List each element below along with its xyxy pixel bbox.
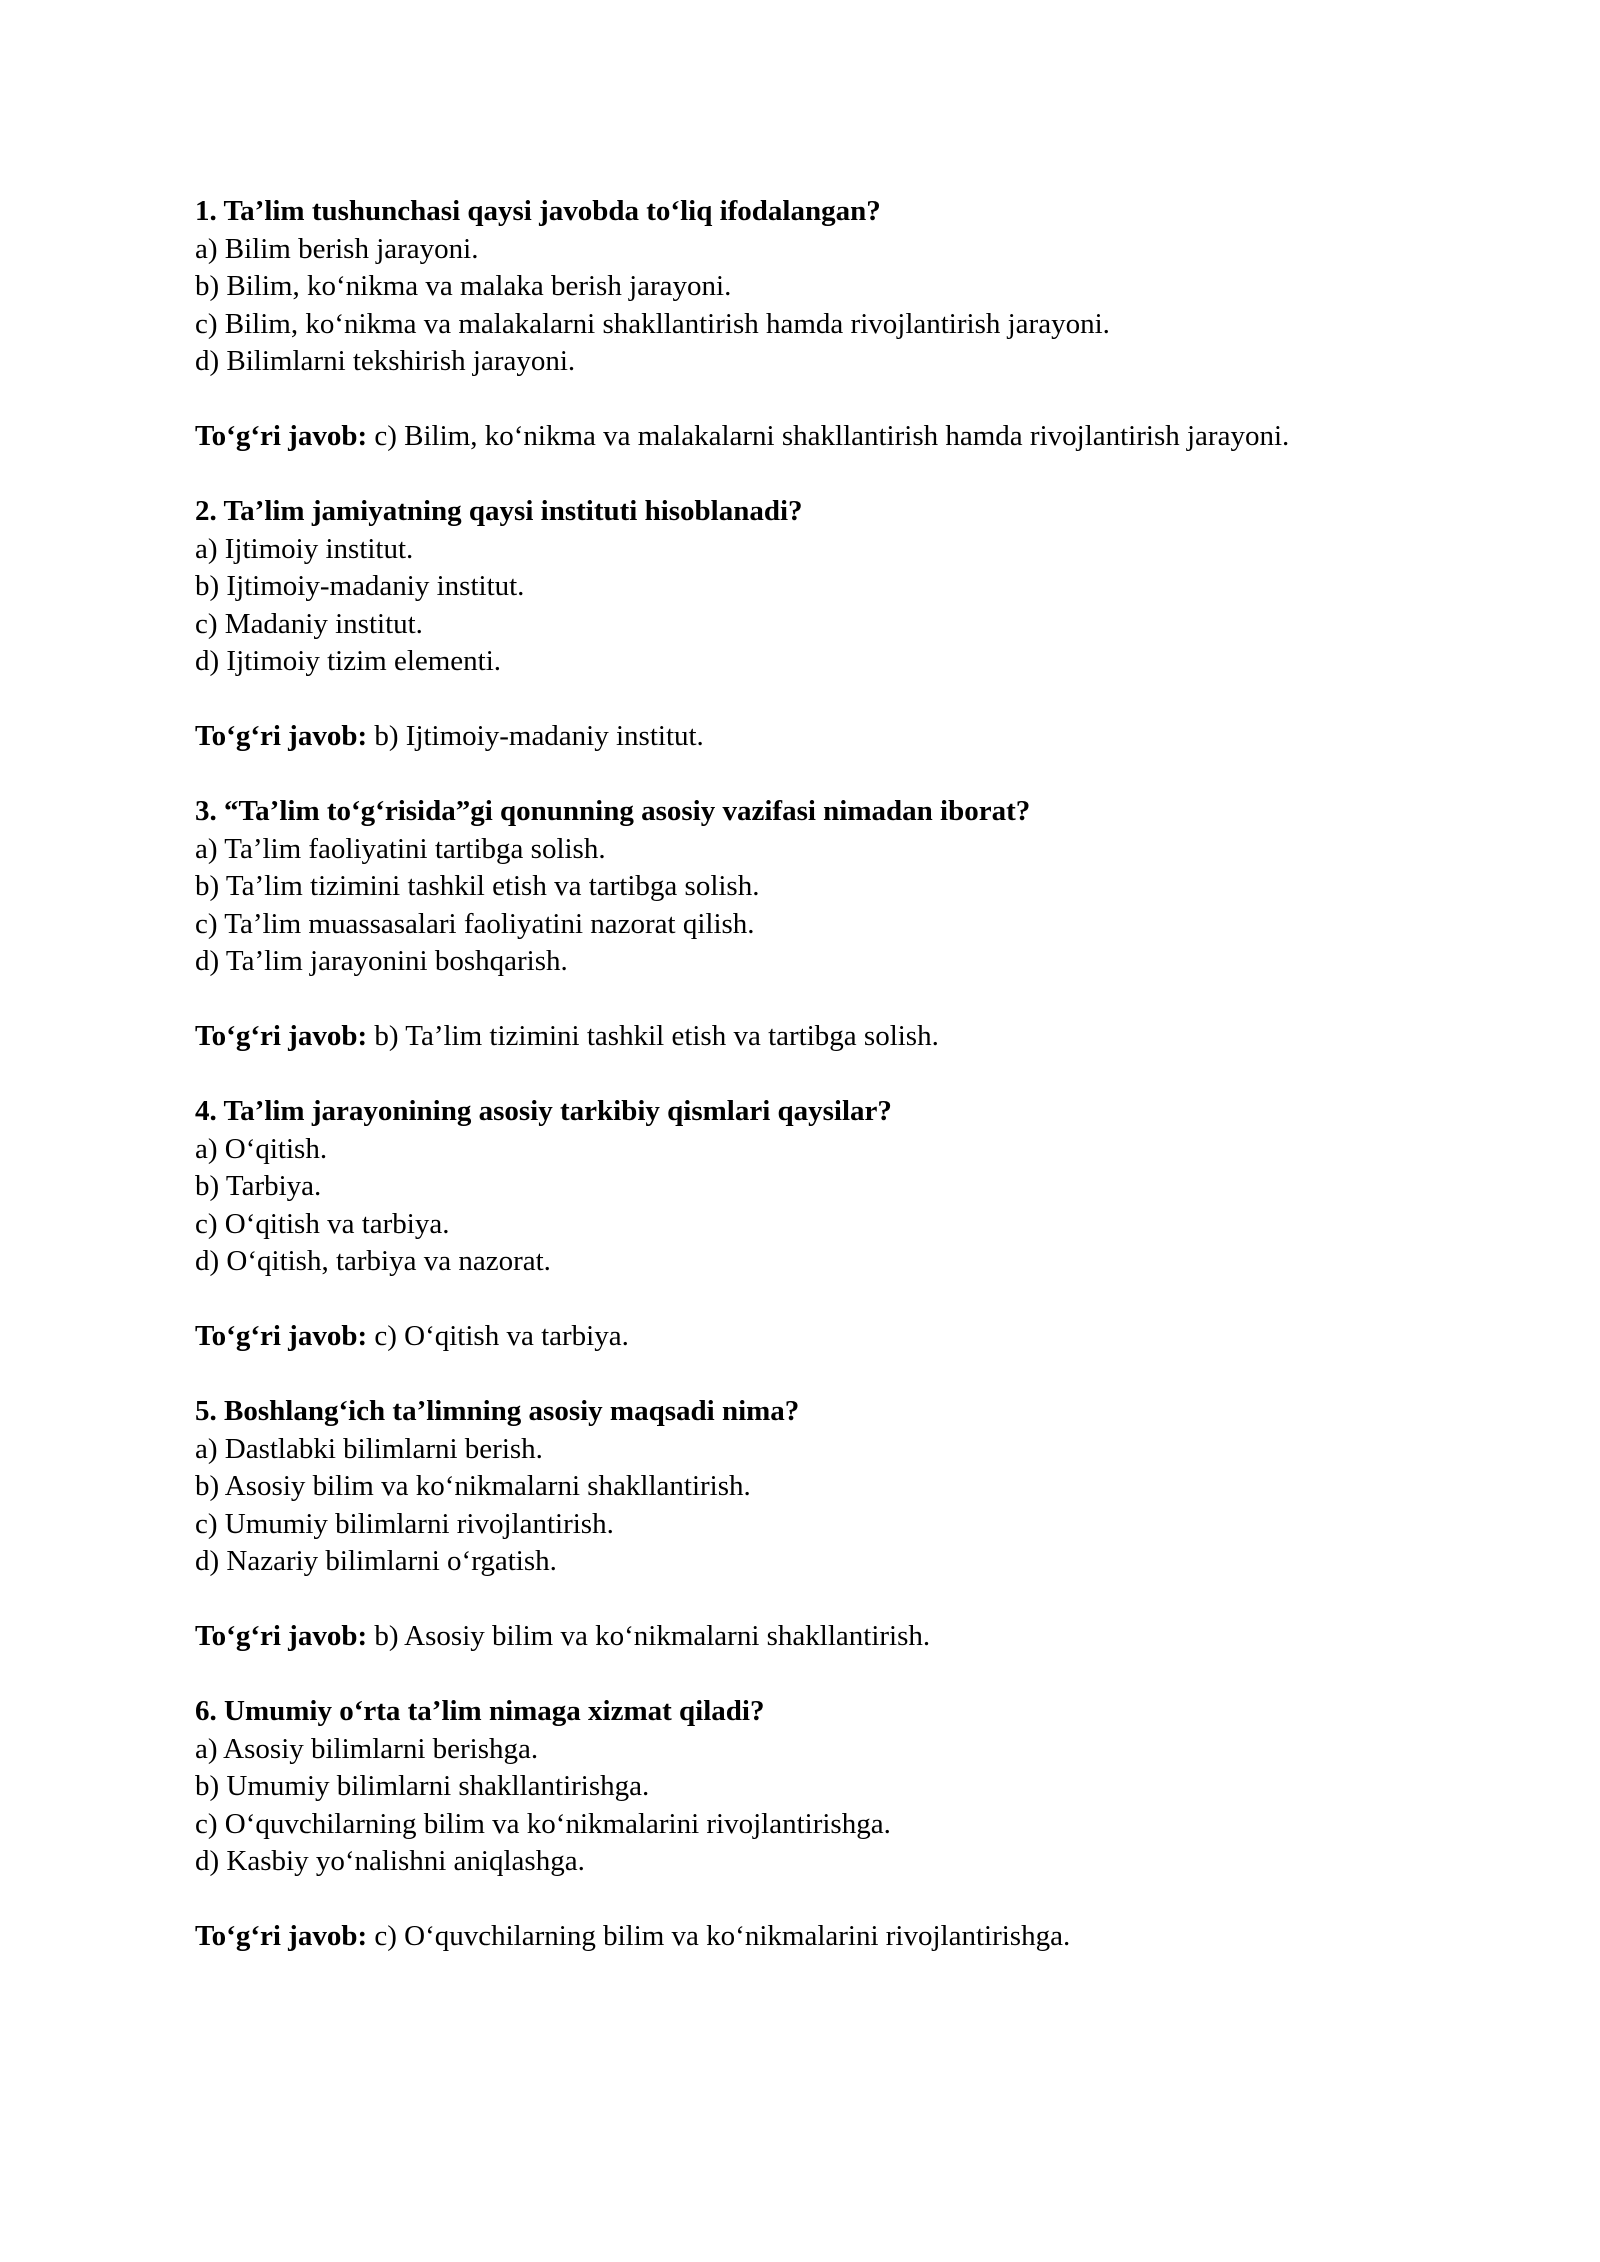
correct-answer-label: To‘g‘ri javob:: [195, 1620, 368, 1652]
correct-answer: [195, 1618, 1425, 1656]
correct-answer-text: b) Ijtimoiy-madaniy institut.: [374, 720, 704, 752]
answer-option-a: a) Dastlabki bilimlarni berish.: [195, 1432, 543, 1465]
answer-option-b: b) Asosiy bilim va ko‘nikmalarni shakllantirish.: [195, 1470, 751, 1502]
correct-answer: [195, 418, 1425, 456]
answer-option-d: d) Nazariy bilimlarni o‘rgatish.: [195, 1545, 557, 1577]
correct-answer: [195, 718, 1425, 756]
answer-option-c: c) O‘quvchilarning bilim va ko‘nikmalarini rivojlantirishga.: [195, 1807, 891, 1840]
correct-answer: [195, 1918, 1425, 1956]
answer-option-a: a) Asosiy bilimlarni berishga.: [195, 1732, 539, 1765]
answer-option-c: c) Bilim, ko‘nikma va malakalarni shakllantirish hamda rivojlantirish jarayoni.: [195, 307, 1110, 340]
question-block-5: [195, 1393, 1425, 1656]
question-block-1: [195, 193, 1425, 456]
answer-option-c: c) O‘qitish va tarbiya.: [195, 1207, 450, 1240]
correct-answer-text: c) O‘qitish va tarbiya.: [374, 1320, 629, 1352]
answer-option-a: a) O‘qitish.: [195, 1132, 328, 1165]
answer-option-d: d) Ta’lim jarayonini boshqarish.: [195, 945, 568, 977]
question-block-2: [195, 493, 1425, 756]
correct-answer-label: To‘g‘ri javob:: [195, 1920, 368, 1952]
answer-option-a: a) Bilim berish jarayoni.: [195, 232, 479, 265]
correct-answer-label: To‘g‘ri javob:: [195, 1320, 368, 1352]
answer-option-d: d) O‘qitish, tarbiya va nazorat.: [195, 1245, 551, 1277]
question-title: 4. Ta’lim jarayonining asosiy tarkibiy qismlari qaysilar?: [195, 1095, 892, 1127]
correct-answer-text: b) Asosiy bilim va ko‘nikmalarni shakllantirish.: [374, 1620, 931, 1652]
question-title: 2. Ta’lim jamiyatning qaysi instituti hisoblanadi?: [195, 495, 803, 527]
correct-answer-text: b) Ta’lim tizimini tashkil etish va tartibga solish.: [374, 1020, 939, 1052]
answer-option-b: b) Ta’lim tizimini tashkil etish va tartibga solish.: [195, 870, 760, 902]
correct-answer-text: c) Bilim, ko‘nikma va malakalarni shakllantirish hamda rivojlantirish jarayoni.: [374, 420, 1290, 452]
correct-answer-label: To‘g‘ri javob:: [195, 720, 368, 752]
answer-option-c: c) Ta’lim muassasalari faoliyatini nazorat qilish.: [195, 907, 755, 940]
question-block-3: [195, 793, 1425, 1056]
question-block-6: [195, 1693, 1425, 1956]
question-title: 3. “Ta’lim to‘g‘risida”gi qonunning asosiy vazifasi nimadan iborat?: [195, 795, 1031, 827]
correct-answer-text: c) O‘quvchilarning bilim va ko‘nikmalarini rivojlantirishga.: [374, 1920, 1071, 1952]
answer-option-c: c) Umumiy bilimlarni rivojlantirish.: [195, 1507, 614, 1540]
question-title: 6. Umumiy o‘rta ta’lim nimaga xizmat qiladi?: [195, 1695, 765, 1727]
answer-option-b: b) Tarbiya.: [195, 1170, 322, 1202]
answer-option-d: d) Ijtimoiy tizim elementi.: [195, 645, 502, 677]
question-title: 1. Ta’lim tushunchasi qaysi javobda to‘liq ifodalangan?: [195, 195, 881, 227]
answer-option-b: b) Bilim, ko‘nikma va malaka berish jarayoni.: [195, 270, 732, 302]
answer-option-b: b) Ijtimoiy-madaniy institut.: [195, 570, 525, 602]
document-page: [195, 193, 1425, 1993]
question-block-4: [195, 1093, 1425, 1356]
correct-answer: [195, 1318, 1425, 1356]
correct-answer-label: To‘g‘ri javob:: [195, 420, 368, 452]
answer-option-d: d) Bilimlarni tekshirish jarayoni.: [195, 345, 576, 377]
answer-option-b: b) Umumiy bilimlarni shakllantirishga.: [195, 1770, 650, 1802]
answer-option-c: c) Madaniy institut.: [195, 607, 423, 640]
question-title: 5. Boshlang‘ich ta’limning asosiy maqsadi nima?: [195, 1395, 800, 1427]
correct-answer: [195, 1018, 1425, 1056]
answer-option-d: d) Kasbiy yo‘nalishni aniqlashga.: [195, 1845, 585, 1877]
correct-answer-label: To‘g‘ri javob:: [195, 1020, 368, 1052]
answer-option-a: a) Ijtimoiy institut.: [195, 532, 414, 565]
answer-option-a: a) Ta’lim faoliyatini tartibga solish.: [195, 832, 606, 865]
